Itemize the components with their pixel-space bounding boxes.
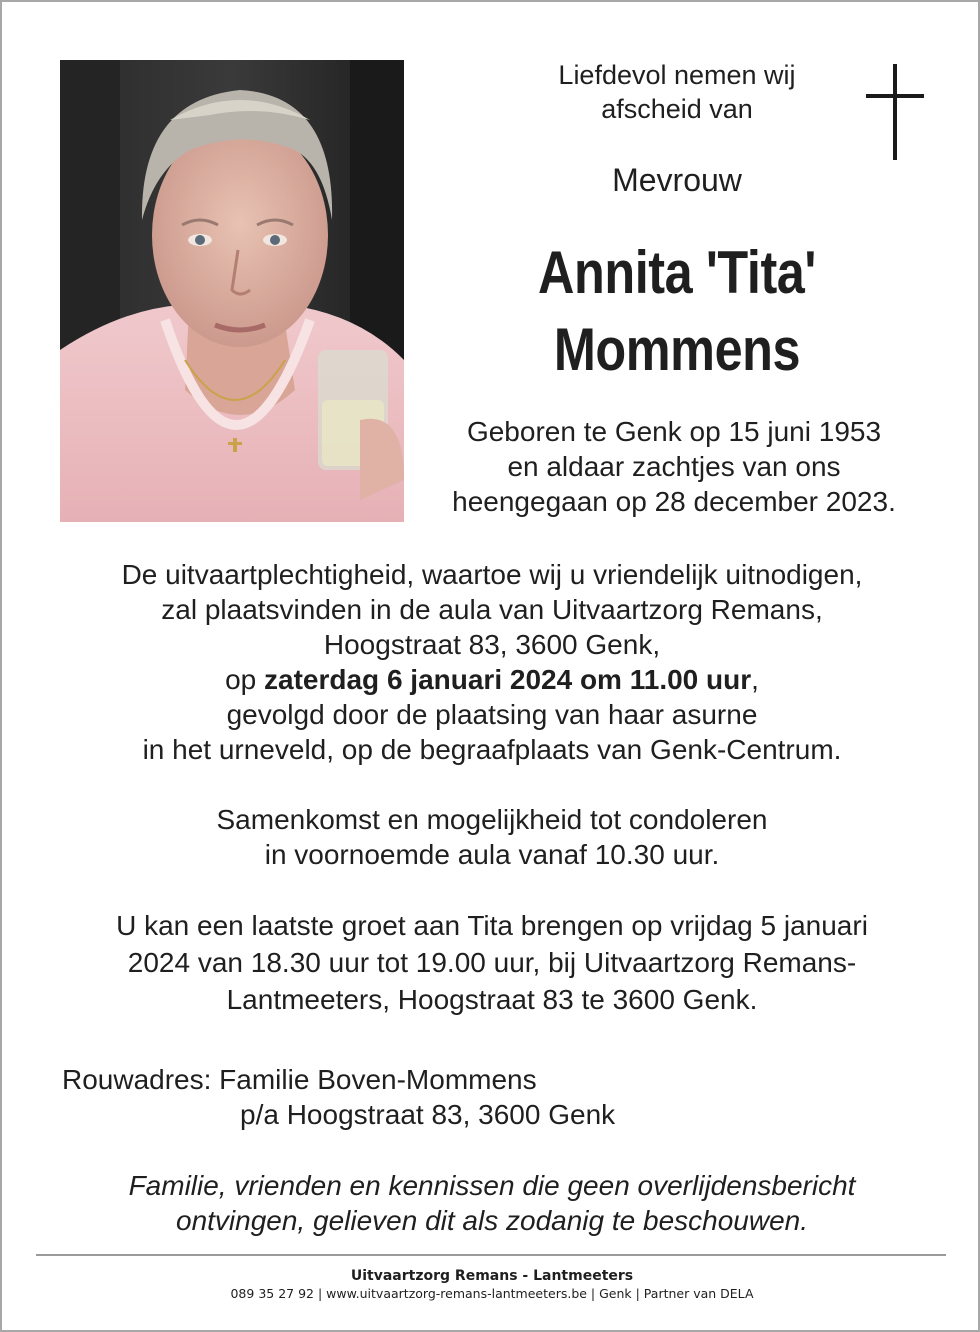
meet-line: in voornoemde aula vanaf 10.30 uur. [264,839,720,870]
service-date-prefix: op [225,664,265,695]
footer-divider [36,1254,946,1256]
cross-icon [866,64,924,160]
address-line: p/a Hoogstraat 83, 3600 Genk [240,1099,616,1130]
service-date-suffix: , [751,664,759,695]
portrait-photo [60,60,404,522]
intro-text [502,58,852,126]
service-line: gevolgd door de plaatsing van haar asurne [226,699,758,730]
meet-line: Samenkomst en mogelijkheid tot condoleren [216,804,768,835]
funeral-home-name: Uitvaartzorg Remans - Lantmeeters [350,1268,634,1284]
funeral-service-text [42,557,942,767]
address-line: Rouwadres: Familie Boven-Mommens [62,1064,537,1095]
mourning-address [62,1062,762,1132]
name-line: Mommens [553,316,801,383]
deceased-name [471,234,883,388]
born-line: Geboren te Genk op 15 juni 1953 [466,416,882,447]
greet-line: 2024 van 18.30 uur tot 19.00 uur, bij Uitvaartzorg Remans- [127,947,857,978]
born-line: heengegaan op 28 december 2023. [452,486,896,517]
intro-line: Liefdevol nemen wij [558,60,796,90]
honorific: Mevrouw [612,162,742,198]
condolence-text [42,802,942,872]
last-greeting-text [42,907,942,1018]
funeral-home-contact: 089 35 27 92 | www.uitvaartzorg-remans-lantmeeters.be | Genk | Partner van DELA [230,1286,754,1301]
note-line: Familie, vrienden en kennissen die geen overlijdensbericht [128,1170,856,1201]
greet-line: U kan een laatste groet aan Tita brengen op vrijdag 5 januari [116,910,868,941]
service-line: Hoogstraat 83, 3600 Genk, [323,629,661,660]
intro-line: afscheid van [601,94,753,124]
closing-note [42,1168,942,1238]
service-line: zal plaatsvinden in de aula van Uitvaartzorg Remans, [161,594,823,625]
name-line: Annita 'Tita' [537,239,816,306]
birth-death-text [414,414,934,519]
note-line: ontvingen, gelieven dit als zodanig te beschouwen. [176,1205,808,1236]
born-line: en aldaar zachtjes van ons [507,451,841,482]
greet-line: Lantmeeters, Hoogstraat 83 te 3600 Genk. [226,984,758,1015]
service-line: De uitvaartplechtigheid, waartoe wij u vriendelijk uitnodigen, [121,559,863,590]
service-date: zaterdag 6 januari 2024 om 11.00 uur [264,664,752,695]
service-date-line [42,662,942,697]
service-line: in het urneveld, op de begraafplaats van Genk-Centrum. [142,734,842,765]
